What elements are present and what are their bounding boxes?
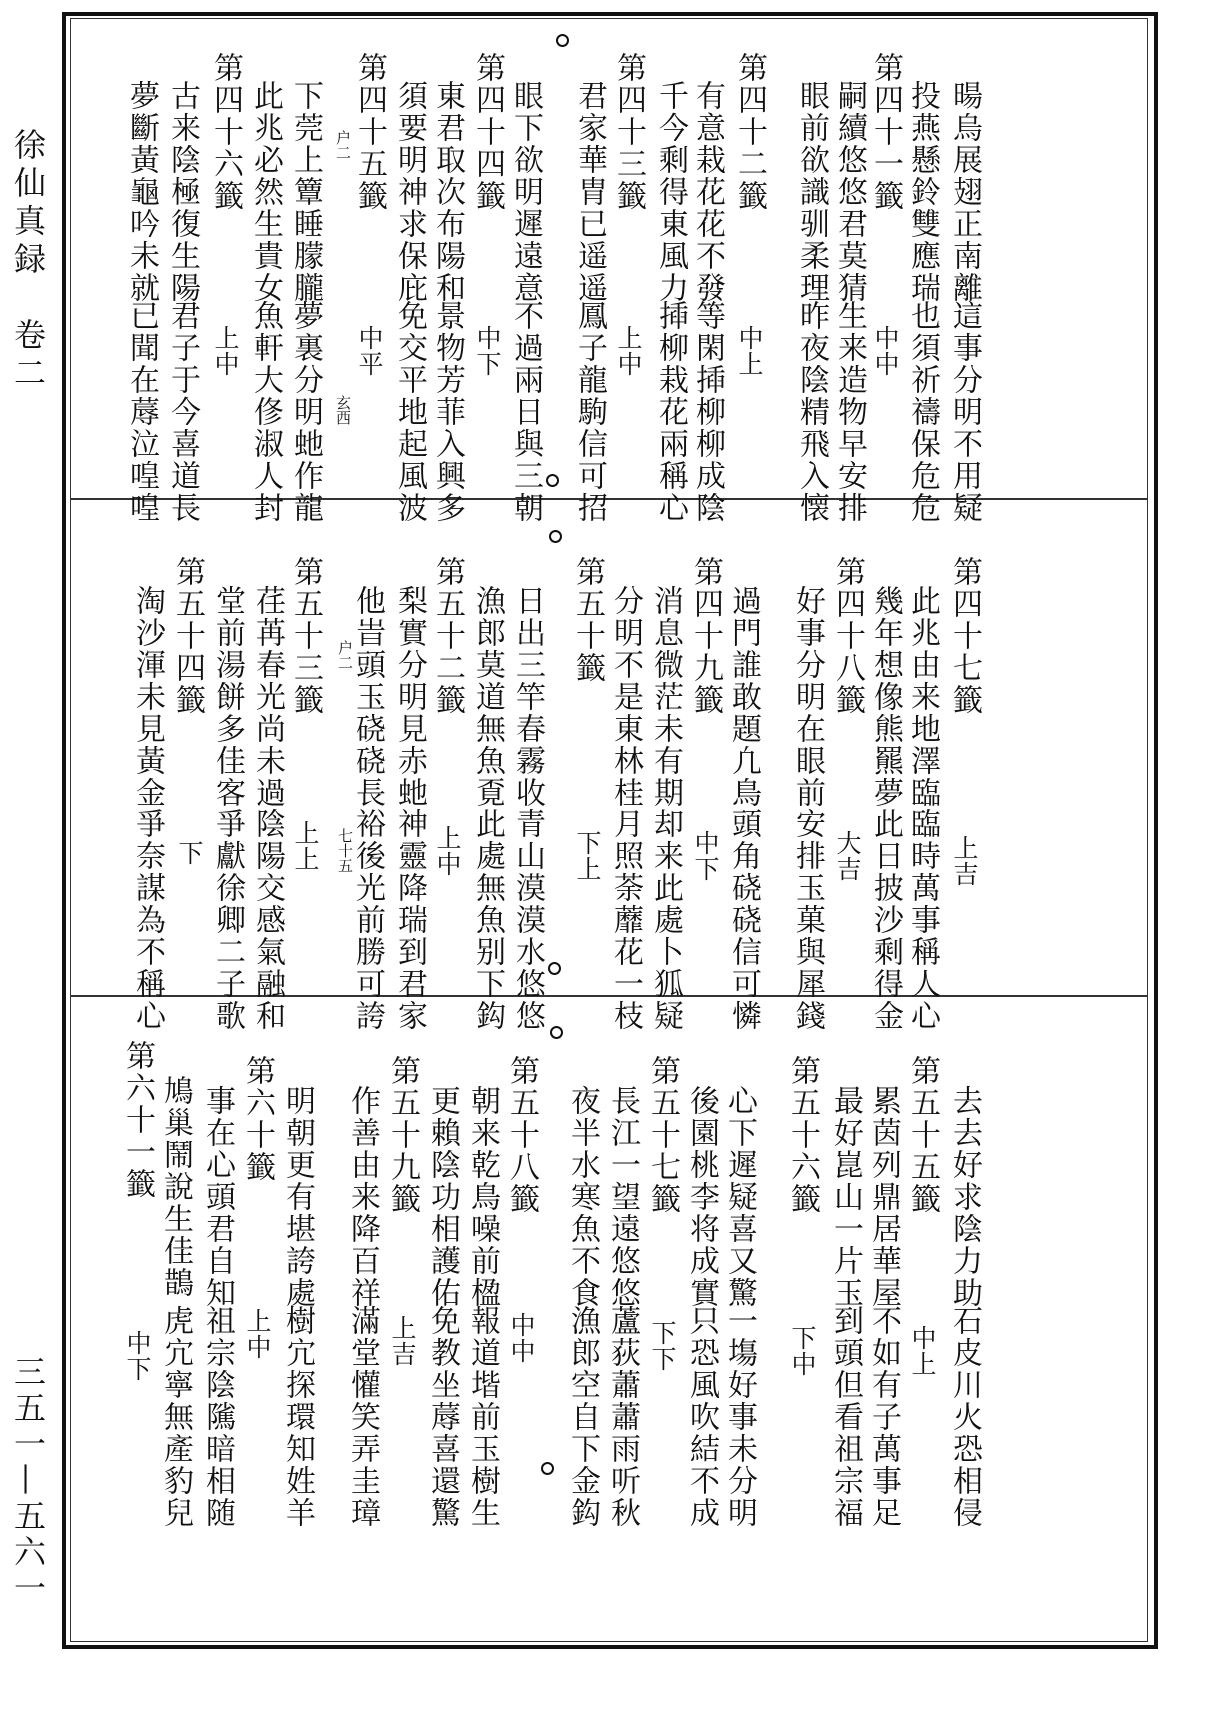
lot-title: 第四十五籤	[352, 52, 387, 212]
lot-rank: 中下	[691, 830, 720, 882]
margin-note: 户二	[334, 130, 352, 160]
poem-line: 古来陰極復生陽	[165, 80, 200, 304]
poem-line: 更賴陰功相護佑	[425, 1085, 460, 1309]
poem-line: 夢斷黃龜吟未就	[124, 80, 159, 304]
margin-note: 七十五	[336, 828, 354, 873]
poem-line: 君家華胄已遥遥	[572, 80, 607, 304]
poem-line: 須要明神求保庇	[392, 80, 427, 304]
lot-rank: 上中	[614, 325, 643, 377]
lot-title: 第四十九籤	[688, 556, 723, 716]
poem-line: 鳳子龍駒信可招	[572, 300, 607, 524]
poem-line: 免教坐蓐喜還驚	[425, 1305, 460, 1529]
lot-rank: 下下	[648, 1320, 677, 1372]
poem-line: 虎宂寧無產豹兒	[158, 1305, 193, 1529]
lot-title: 第六十籤	[240, 1055, 275, 1183]
lot-rank: 下中	[788, 1325, 817, 1377]
poem-line: 眼前欲識驯柔理	[794, 80, 829, 304]
lot-title: 第五十籤	[570, 556, 605, 684]
poem-line: 漁郎莫道無魚覔	[470, 585, 505, 809]
poem-line: 爭奈謀為不稱心	[130, 808, 165, 1032]
poem-line: 魚軒大俢淑人封	[248, 300, 283, 524]
poem-line: 祖宗陰隲暗相随	[200, 1305, 235, 1529]
poem-line: 投燕懸鈴雙應瑞	[905, 80, 940, 304]
poem-line: 臨時萬事稱人心	[905, 808, 940, 1032]
poem-line: 好事分明在眼前	[790, 585, 825, 809]
poem-line: 後園桃李将成實	[684, 1085, 719, 1309]
poem-line: 梨實分明見赤虵	[392, 585, 427, 809]
poem-line: 生来造物早安排	[832, 300, 867, 524]
poem-line: 却来此處卜狐疑	[648, 808, 683, 1032]
poem-line: 過門誰敢題凢鳥	[726, 585, 761, 809]
lot-title: 第五十八籤	[504, 1055, 539, 1215]
poem-line: 青山漠漠水悠悠	[510, 808, 545, 1032]
lot-rank: 上上	[291, 820, 320, 872]
poem-line: 昨夜陰精飛入懐	[794, 300, 829, 524]
lot-title: 第五十七籤	[645, 1055, 680, 1215]
lot-title: 第五十五籤	[905, 1055, 940, 1215]
poem-line: 東君取次布陽和	[430, 80, 465, 304]
poem-line: 不如有子萬事足	[866, 1305, 901, 1529]
poem-line: 此日披沙剩得金	[868, 808, 903, 1032]
poem-line: 嗣續悠悠君莫猜	[832, 80, 867, 304]
poem-line: 暘烏展翅正南離	[947, 80, 982, 304]
lot-title: 第五十四籤	[170, 556, 205, 716]
lot-title: 第四十八籤	[830, 556, 865, 716]
poem-line: 頭角硗硗信可憐	[726, 808, 761, 1032]
poem-line: 安排玉菓與犀錢	[790, 808, 825, 1032]
lot-rank: 上吉	[388, 1315, 417, 1367]
poem-line: 樹宂探環知姓羊	[280, 1305, 315, 1529]
lot-rank: 中上	[908, 1325, 937, 1377]
poem-line: 有意栽花花不發	[690, 80, 725, 304]
lot-rank: 上中	[433, 825, 462, 877]
poem-line: 也須祈禱保危危	[905, 300, 940, 524]
circle-mark	[556, 34, 569, 47]
poem-line: 君子于今喜道長	[165, 300, 200, 524]
circle-mark	[549, 530, 562, 543]
poem-line: 景物芳菲入興多	[430, 300, 465, 524]
panel-divider-1	[70, 498, 1148, 500]
poem-line: 陰陽交感氣融和	[250, 808, 285, 1032]
poem-line: 心下遲疑喜又驚	[722, 1085, 757, 1309]
poem-line: 幾年想像熊羆夢	[868, 585, 903, 809]
lot-title: 第四十四籤	[470, 52, 505, 212]
lot-title: 第四十六籤	[208, 52, 243, 212]
poem-line: 報道堦前玉樹生	[465, 1305, 500, 1529]
poem-line: 他旹頭玉硗硗長	[350, 585, 385, 809]
circle-mark	[541, 1462, 554, 1475]
lot-rank: 中下	[473, 325, 502, 377]
margin-note: 户二	[336, 640, 354, 670]
poem-line: 作善由来降百祥	[345, 1085, 380, 1309]
book-title: 徐仙真録 卷二	[9, 128, 47, 394]
poem-line: 漁郎空自下金鈎	[565, 1305, 600, 1529]
poem-line: 消息微茫未有期	[648, 585, 683, 809]
circle-mark	[548, 962, 561, 975]
lot-rank: 中上	[735, 325, 764, 377]
lot-title: 第五十三籤	[288, 556, 323, 716]
lot-rank: 中平	[355, 325, 384, 377]
poem-line: 眼下欲明遲遠意	[508, 80, 543, 304]
lot-rank: 中下	[123, 1330, 152, 1382]
lot-rank: 中中	[871, 325, 900, 377]
poem-line: 明朝更有堪誇處	[280, 1085, 315, 1309]
poem-line: 此處無魚别下鈎	[470, 808, 505, 1032]
poem-line: 只恐風吹結不成	[684, 1305, 719, 1529]
poem-line: 石皮川火恐相侵	[947, 1305, 982, 1529]
poem-line: 累茵列鼎居華屋	[866, 1085, 901, 1309]
page-number: 三五一—五六一	[9, 1355, 47, 1607]
lot-title: 第五十九籤	[385, 1055, 420, 1215]
lot-title: 第五十二籤	[430, 556, 465, 716]
circle-mark	[550, 1026, 563, 1039]
poem-line: 事在心頭君自知	[200, 1085, 235, 1309]
lot-title: 第四十七籤	[947, 556, 982, 716]
poem-line: 此兆必然生貴女	[248, 80, 283, 304]
poem-line: 已聞在蓐泣喤喤	[124, 300, 159, 524]
poem-line: 最好崑山一片玉	[828, 1085, 863, 1309]
poem-line: 鳩巢鬧說生佳鵲	[158, 1075, 193, 1299]
poem-line: 到頭但看祖宗福	[828, 1305, 863, 1529]
poem-line: 這事分明不用疑	[947, 300, 982, 524]
poem-line: 千今剩得東風力	[653, 80, 688, 304]
lot-rank: 上中	[211, 325, 240, 377]
lot-title: 第四十三籤	[611, 52, 646, 212]
poem-line: 裕後光前勝可誇	[350, 808, 385, 1032]
poem-line: 下莞上簟睡朦朧	[288, 80, 323, 304]
poem-line: 去去好求陰力助	[947, 1085, 982, 1309]
poem-line: 不過兩日與三朝	[508, 300, 543, 524]
poem-line: 爭獻徐卿二子歌	[210, 808, 245, 1032]
circle-mark	[546, 474, 559, 487]
lot-rank: 上中	[243, 1308, 272, 1360]
poem-line: 免交平地起風波	[392, 300, 427, 524]
poem-line: 夜半水寒魚不食	[565, 1085, 600, 1309]
margin-note: 玄西	[334, 395, 352, 425]
poem-line: 蘆荻蕭蕭雨听秋	[605, 1305, 640, 1529]
lot-title: 第四十二籤	[732, 52, 767, 212]
poem-line: 夢裏分明虵作龍	[288, 300, 323, 524]
poem-line: 朝来乾鳥噪前楹	[465, 1085, 500, 1309]
lot-rank: 下	[175, 840, 204, 866]
poem-line: 滿堂懽笑弄圭璋	[345, 1305, 380, 1529]
poem-line: 淘沙渾未見黃金	[130, 585, 165, 809]
poem-line: 神靈降瑞到君家	[392, 808, 427, 1032]
poem-line: 揷柳栽花兩稱心	[653, 300, 688, 524]
poem-line: 月照荼蘼花一枝	[608, 808, 643, 1032]
lot-rank: 中中	[507, 1312, 536, 1364]
poem-line: 等閑揷柳柳成陰	[690, 300, 725, 524]
poem-line: 堂前湯餅多佳客	[210, 585, 245, 809]
poem-line: 日出三竿春霧收	[510, 585, 545, 809]
poem-line: 分明不是東林桂	[608, 585, 643, 809]
lot-rank: 下上	[573, 830, 602, 882]
poem-line: 荏苒春光尚未過	[250, 585, 285, 809]
lot-rank: 上吉	[950, 835, 979, 887]
lot-title: 第四十一籤	[868, 52, 903, 212]
lot-rank: 大吉	[833, 830, 862, 882]
lot-title: 第六十一籤	[120, 1040, 155, 1200]
poem-line: 長江一望遠悠悠	[605, 1085, 640, 1309]
poem-line: 此兆由来地澤臨	[905, 585, 940, 809]
poem-line: 一塲好事未分明	[722, 1305, 757, 1529]
lot-title: 第五十六籤	[785, 1055, 820, 1215]
